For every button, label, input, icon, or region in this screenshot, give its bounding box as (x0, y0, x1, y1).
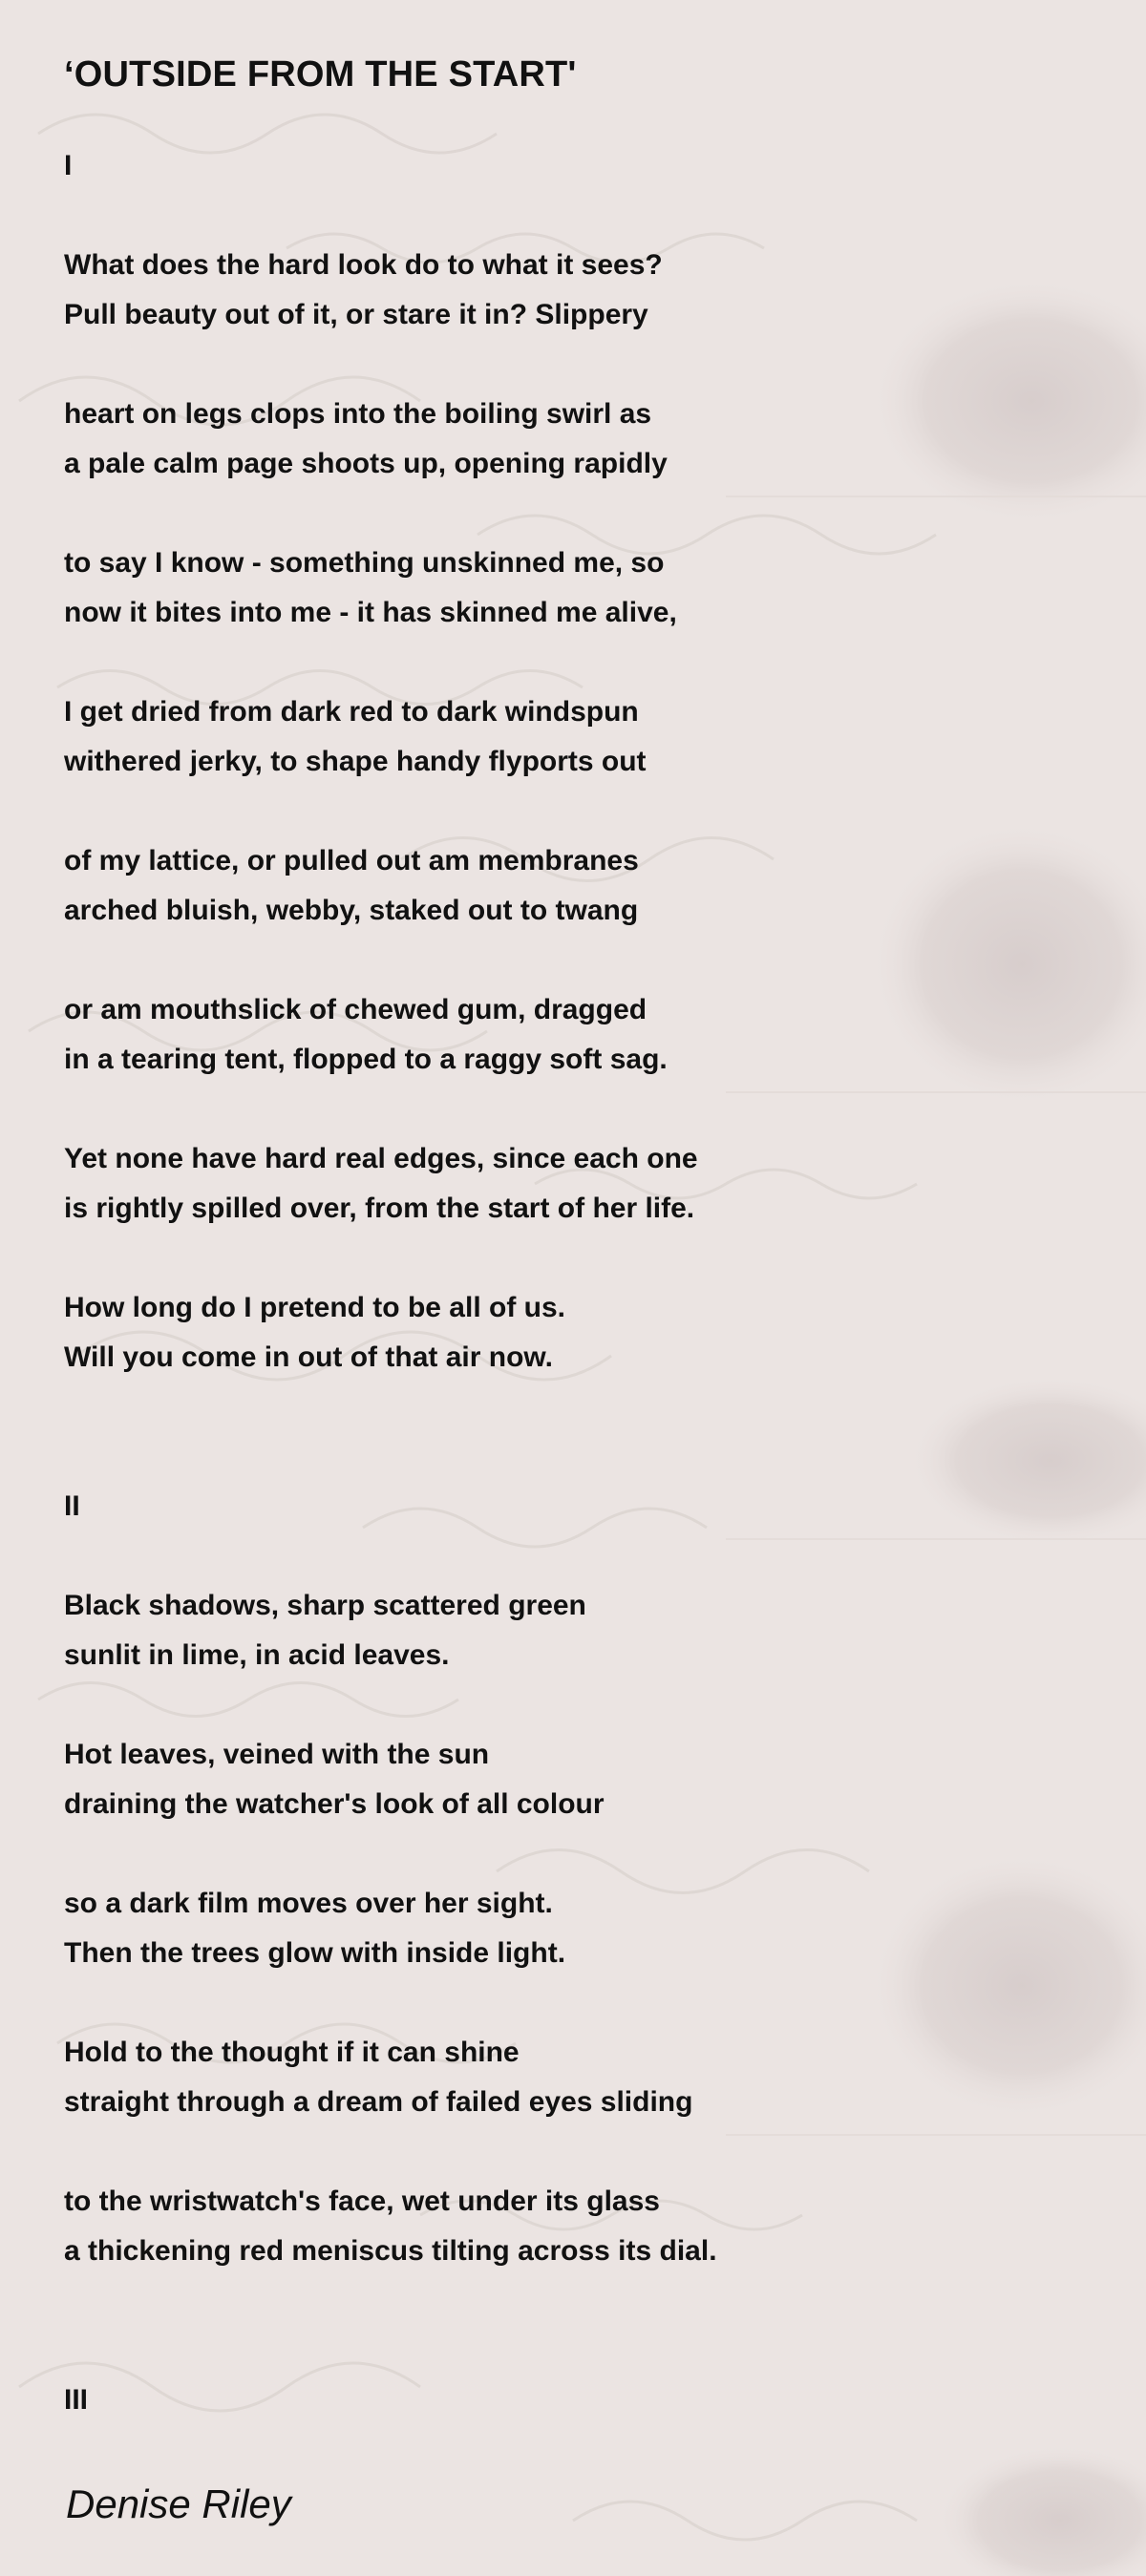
poem-line: Hot leaves, veined with the sun (64, 1739, 490, 1770)
poem-line: What does the hard look do to what it sees? (64, 249, 663, 281)
poem-title: ‘OUTSIDE FROM THE START' (64, 54, 577, 95)
poem-line: Pull beauty out of it, or stare it in? Slippery (64, 299, 648, 330)
poem-line: is rightly spilled over, from the start of her life. (64, 1193, 695, 1224)
section-number: II (64, 1490, 80, 1522)
poem-line: Hold to the thought if it can shine (64, 2037, 520, 2068)
poem-line: now it bites into me - it has skinned me alive, (64, 597, 677, 628)
stanza (64, 538, 677, 638)
stanza (64, 390, 668, 489)
stanza (64, 241, 663, 340)
poem-line: Will you come in out of that air now. (64, 1341, 553, 1373)
poem-line: to say I know - something unskinned me, so (64, 547, 665, 579)
stanza (64, 2028, 692, 2127)
poem-line: heart on legs clops into the boiling swirl as (64, 398, 652, 430)
poem-line: Black shadows, sharp scattered green (64, 1590, 586, 1621)
poem-line: How long do I pretend to be all of us. (64, 1292, 565, 1323)
stanza (64, 1879, 565, 1978)
stanza (64, 985, 668, 1085)
stanza (64, 1134, 698, 1234)
poem-line: sunlit in lime, in acid leaves. (64, 1639, 450, 1671)
poem-line: I get dried from dark red to dark windspun (64, 696, 639, 728)
poem-author: Denise Riley (66, 2481, 291, 2526)
poem-line: or am mouthslick of chewed gum, dragged (64, 994, 647, 1025)
stanza (64, 1730, 605, 1829)
stanza (64, 1283, 565, 1383)
poem-line: so a dark film moves over her sight. (64, 1888, 553, 1919)
stanza (64, 1581, 586, 1680)
poem-line: to the wristwatch's face, wet under its glass (64, 2185, 660, 2217)
poem-line: Then the trees glow with inside light. (64, 1937, 566, 1969)
stanza (64, 687, 647, 787)
poem-line: a pale calm page shoots up, opening rapidly (64, 448, 668, 479)
poem-line: withered jerky, to shape handy flyports out (64, 746, 647, 777)
poem-line: arched bluish, webby, staked out to twang (64, 895, 639, 926)
poem-line: of my lattice, or pulled out am membranes (64, 845, 639, 876)
section-number: III (64, 2384, 89, 2416)
poem-line: straight through a dream of failed eyes sliding (64, 2086, 693, 2118)
stanza (64, 2177, 717, 2276)
section-number: I (64, 150, 73, 181)
poem-line: Yet none have hard real edges, since each one (64, 1143, 698, 1174)
poem-line: draining the watcher's look of all colour (64, 1788, 605, 1820)
poem-line: a thickening red meniscus tilting across its dial. (64, 2235, 717, 2267)
stanza (64, 836, 639, 936)
poem-line: in a tearing tent, flopped to a raggy soft sag. (64, 1044, 668, 1075)
